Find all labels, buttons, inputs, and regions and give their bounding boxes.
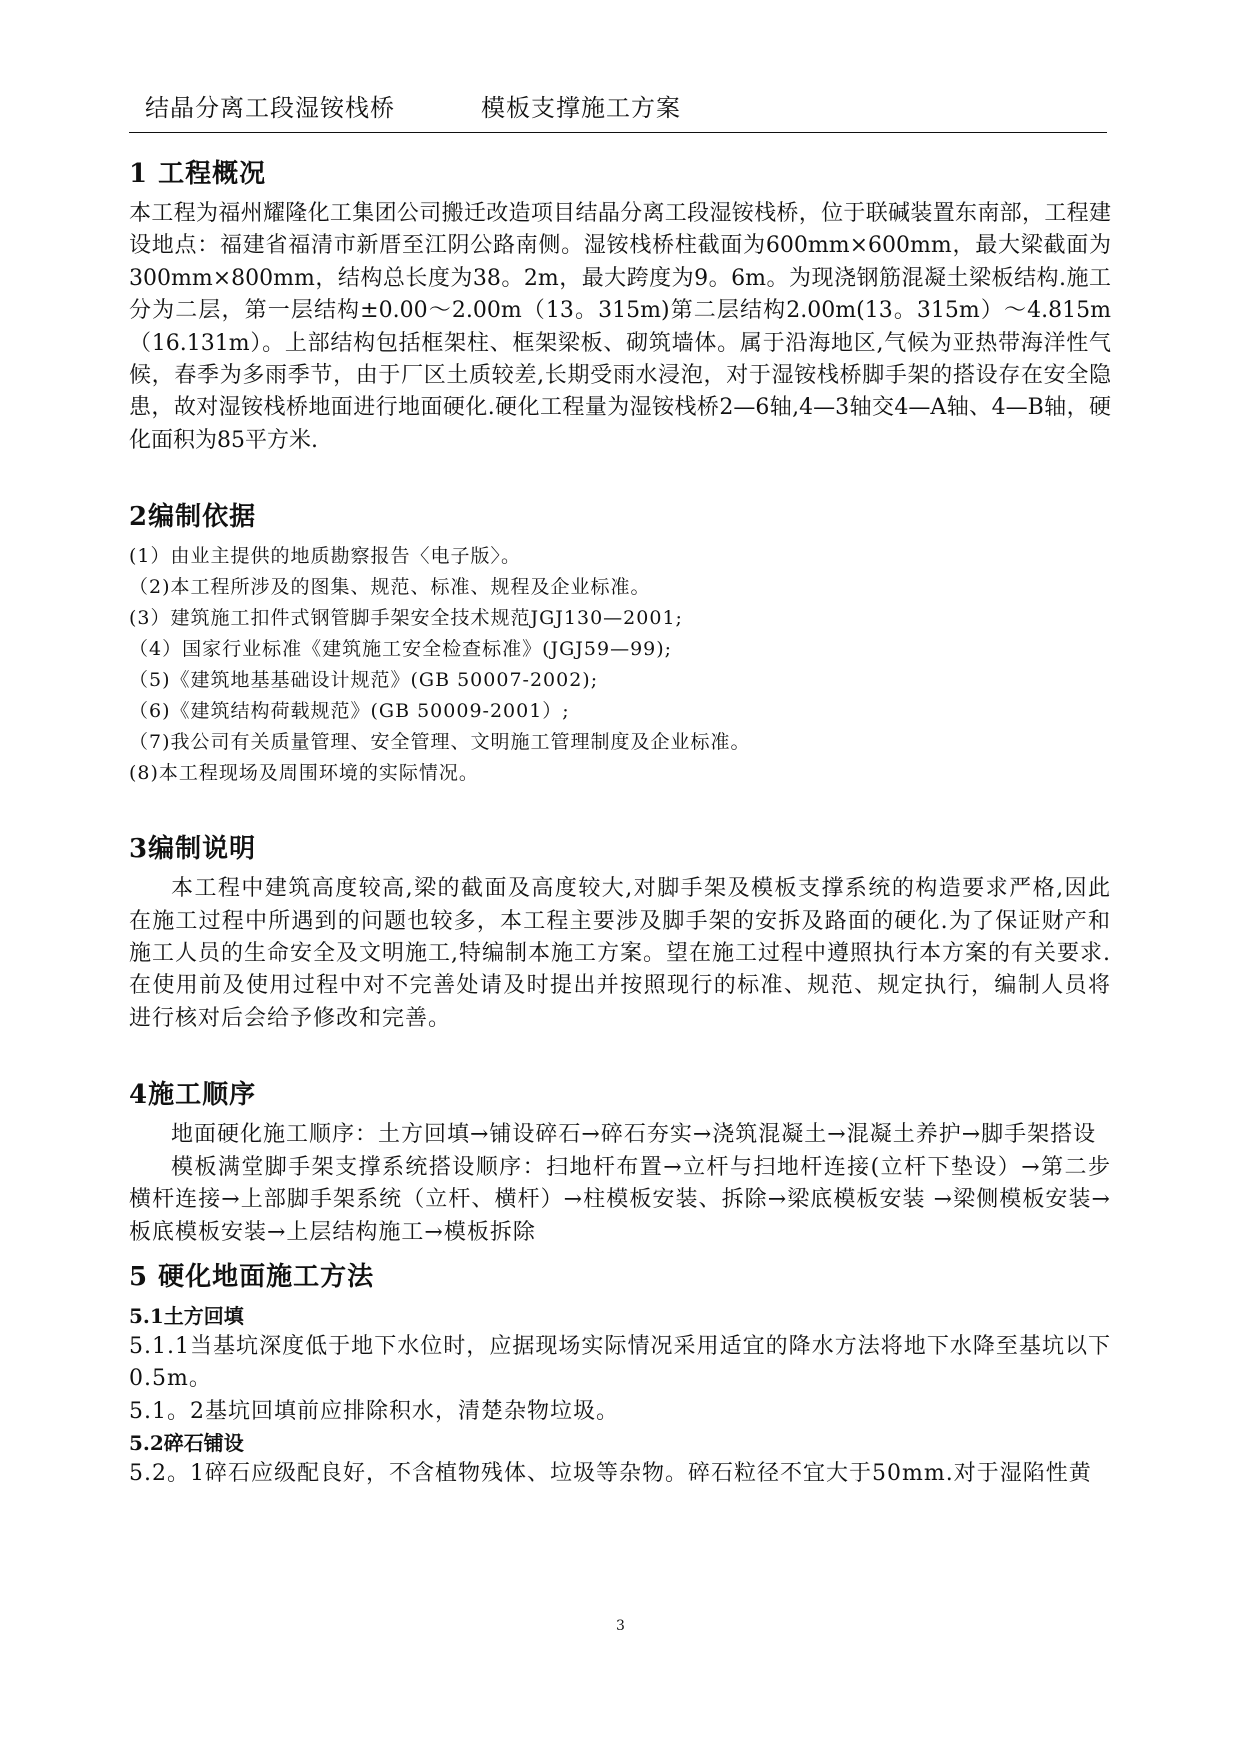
list-item: (3）建筑施工扣件式钢管脚手架安全技术规范JGJ130—2001;	[129, 607, 683, 630]
section-3-paragraph: 本工程中建筑高度较高,梁的截面及高度较大,对脚手架及模板支撑系统的构造要求严格,因此在施工过程中所遇到的问题也较多，本工程主要涉及脚手架的安拆及路面的硬化.为了保证财产和施工人员的生命安全及文明施工,特编制本施工方案。望在施工过程中遵照执行本方案的有关要求.在使用前及使用过程中对不完善处请及时提出并按照现行的标准、规范、规定执行，编制人员将进行核对后会给予修改和完善。	[129, 876, 1111, 1031]
section-4-paragraph-1: 地面硬化施工顺序：土方回填→铺设碎石→碎石夯实→浇筑混凝土→混凝土养护→脚手架搭设	[171, 1122, 1097, 1148]
clause-5-1-1: 5.1.1当基坑深度低于地下水位时，应据现场实际情况采用适宜的降水方法将地下水降至基坑以下0.5m。	[129, 1333, 1111, 1392]
subsection-5-1-heading: 5.1土方回填	[129, 1303, 244, 1328]
list-item: (8)本工程现场及周围环境的实际情况。	[129, 762, 479, 785]
page-header	[145, 88, 1105, 128]
section-1-heading: 1 工程概况	[129, 159, 267, 189]
list-item: （6)《建筑结构荷载规范》(GB 50009-2001）;	[129, 700, 570, 723]
page-number: 3	[616, 1618, 625, 1634]
clause-5-2-1: 5.2。1碎石应级配良好，不含植物残体、垃圾等杂物。碎石粒径不宜大于50mm.对于湿陷性黄	[129, 1461, 1092, 1487]
header-project-title: 结晶分离工段湿铵栈桥	[145, 94, 395, 122]
section-1-paragraph: 本工程为福州耀隆化工集团公司搬迁改造项目结晶分离工段湿铵栈桥，位于联碱装置东南部，工程建设地点：福建省福清市新厝至江阴公路南侧。湿铵栈桥柱截面为600mm×600mm，最大梁截面为300mm×800mm，结构总长度为38。2m，最大跨度为9。6m。为现浇钢筋混凝土梁板结构.施工分为二层，第一层结构±0.00～2.00m（13。315m)第二层结构2.00m(13。315m）～4.815m（16.131m）。上部结构包括框架柱、框架梁板、砌筑墙体。属于沿海地区,气候为亚热带海洋性气候，春季为多雨季节，由于厂区土质较差,长期受雨水浸泡，对于湿铵栈桥脚手架的搭设存在安全隐患，故对湿铵栈桥地面进行地面硬化.硬化工程量为湿铵栈桥2—6轴,4—3轴交4—A轴、4—B轴，硬化面积为85平方米.	[129, 201, 1111, 453]
list-item: （2)本工程所涉及的图集、规范、标准、规程及企业标准。	[129, 576, 651, 599]
basis-list	[129, 541, 1111, 789]
list-item: （7)我公司有关质量管理、安全管理、文明施工管理制度及企业标准。	[129, 731, 751, 754]
section-2-heading: 2编制依据	[129, 502, 257, 533]
section-4-heading: 4施工顺序	[129, 1080, 257, 1111]
subsection-5-2-heading: 5.2碎石铺设	[129, 1431, 244, 1456]
header-divider	[129, 132, 1107, 133]
list-item: (1）由业主提供的地质勘察报告〈电子版〉。	[129, 545, 522, 568]
list-item: （5)《建筑地基基础设计规范》(GB 50007-2002);	[129, 669, 599, 692]
section-5-heading: 5 硬化地面施工方法	[129, 1261, 375, 1292]
section-4-paragraph-2: 模板满堂脚手架支撑系统搭设顺序：扫地杆布置→立杆与扫地杆连接(立杆下垫设）→第二步横杆连接→上部脚手架系统（立杆、横杆）→柱模板安装、拆除→梁底模板安装 →梁侧模板安装→板底模板安装→上层结构施工→模板拆除	[129, 1154, 1111, 1245]
clause-5-1-2: 5.1。2基坑回填前应排除积水，清楚杂物垃圾。	[129, 1398, 619, 1424]
header-document-title: 模板支撑施工方案	[481, 94, 681, 122]
list-item: （4）国家行业标准《建筑施工安全检查标准》(JGJ59—99);	[129, 638, 673, 661]
document-body	[129, 150, 1111, 1491]
section-3-heading: 3编制说明	[129, 834, 257, 865]
